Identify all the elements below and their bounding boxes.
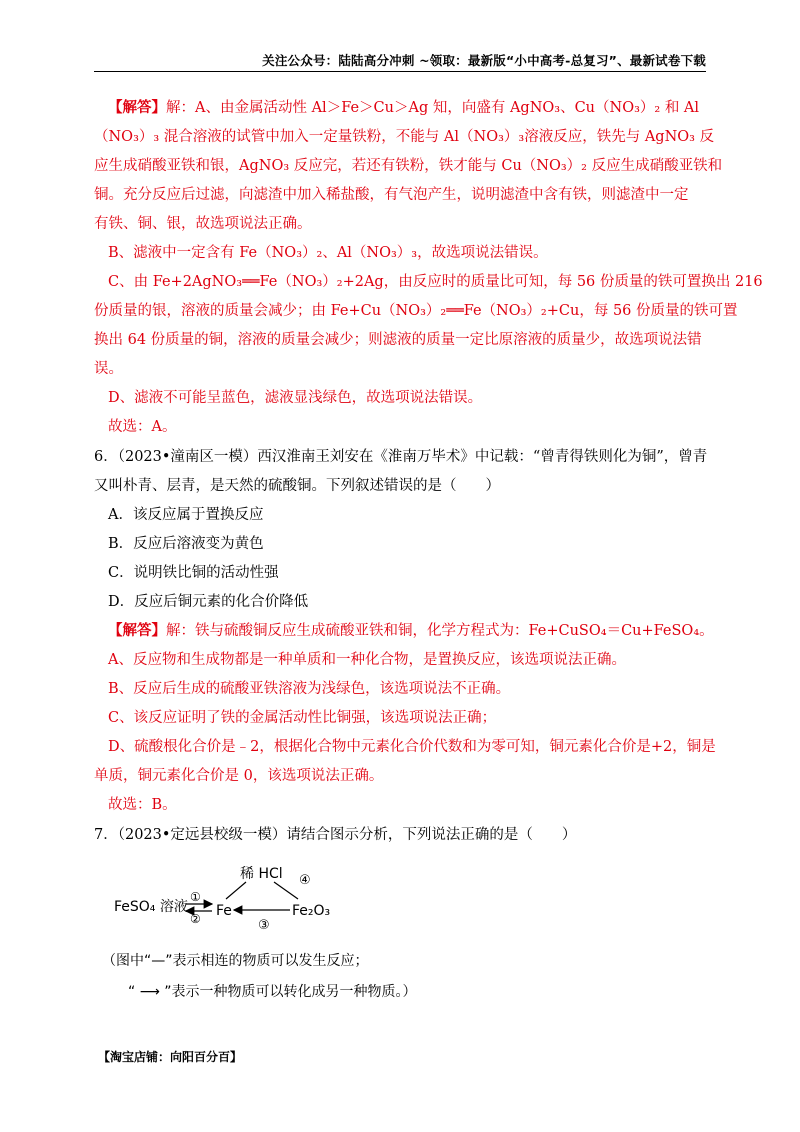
label-n4: ④ xyxy=(299,873,311,888)
label-feso4: FeSO₄ 溶液 xyxy=(114,899,188,915)
q5-answer-line: 有铁、铜、银，故选项说法正确。 xyxy=(94,216,312,232)
q6-option-c: C．说明铁比铜的活动性强 xyxy=(108,565,279,581)
q5-option-c-explanation: 换出 64 份质量的铜，溶液的质量会减少；则滤液的质量一定比原溶液的质量少，故选项说法错 xyxy=(94,332,702,348)
reaction-diagram-svg xyxy=(94,853,514,1013)
q6-answer-intro xyxy=(94,620,714,642)
q6-answer-d: D、硫酸根化合价是﹣2，根据化合物中元素化合价代数和为零可知，铜元素化合价是+2，铜是 xyxy=(108,739,716,755)
q6-option-a: A．该反应属于置换反应 xyxy=(108,507,264,523)
q7-stem: 7．（2023•定远县校级一模）请结合图示分析，下列说法正确的是（ ） xyxy=(94,827,577,843)
q6-answer xyxy=(94,620,716,816)
q5-option-c-explanation: C、由 Fe+2AgNO₃══Fe（NO₃）₂+2Ag，由反应时的质量比可知，每 56 份质量的铁可置换出 216 xyxy=(108,274,763,290)
q6-stem: 6．（2023•潼南区一模）西汉淮南王刘安在《淮南万毕术》中记载：“曾青得铁则化为铜”，曾青 xyxy=(94,449,708,465)
header-divider xyxy=(94,71,706,72)
q6-answer-c: C、该反应证明了铁的金属活动性比铜强，该选项说法正确； xyxy=(108,710,497,726)
q6-answer-d: 单质，铜元素化合价是 0，该选项说法正确。 xyxy=(94,768,384,784)
question-6 xyxy=(94,446,706,613)
q6-answer-b: B、反应后生成的硫酸亚铁溶液为浅绿色，该选项说法不正确。 xyxy=(108,681,511,697)
answer-text: 解：A、由金属活动性 Al＞Fe＞Cu＞Ag 知，向盛有 AgNO₃、Cu（NO₃）₂ 和 Al xyxy=(166,100,700,116)
q5-option-c-explanation: 误。 xyxy=(94,361,123,377)
answer-tag: 【解答】 xyxy=(108,99,166,116)
q6-answer-a: A、反应物和生成物都是一种单质和一种化合物，是置换反应，该选项说法正确。 xyxy=(108,652,626,668)
q5-answer-line: 铜。充分反应后过滤，向滤渣中加入稀盐酸，有气泡产生，说明滤渣中含有铁，则滤渣中一定 xyxy=(94,187,689,203)
link-hcl-fe2o3 xyxy=(274,882,298,899)
q5-choice: 故选：A。 xyxy=(108,419,177,435)
question-7 xyxy=(94,824,706,1013)
q5-option-b-explanation: B、滤液中一定含有 Fe（NO₃）₂、Al（NO₃）₃，故选项说法错误。 xyxy=(108,245,548,261)
q5-answer-line xyxy=(94,97,706,119)
q6-stem: 又叫朴青、层青，是天然的硫酸铜。下列叙述错误的是（ ） xyxy=(94,478,500,494)
label-fe: Fe xyxy=(216,903,232,919)
page-footer: 【淘宝店铺：向阳百分百】 xyxy=(98,1050,243,1064)
label-hcl: 稀 HCl xyxy=(240,866,283,882)
legend-line-2: “ ⟶ ”表示一种物质可以转化成另一种物质。） xyxy=(128,984,417,1000)
reaction-diagram xyxy=(94,853,706,1013)
label-n3: ③ xyxy=(258,918,270,933)
document-body xyxy=(94,97,763,1013)
page-header: 关注公众号：陆陆高分冲刺 ~领取：最新版“小中高考-总复习”、最新试卷下载 xyxy=(262,53,706,68)
label-fe2o3: Fe₂O₃ xyxy=(292,903,331,919)
q6-choice: 故选：B。 xyxy=(108,797,177,813)
q6-option-d: D．反应后铜元素的化合价降低 xyxy=(108,594,309,610)
q5-answer-line: （NO₃）₃ 混合溶液的试管中加入一定量铁粉，不能与 Al（NO₃）₃溶液反应，铁先与 AgNO₃ 反 xyxy=(94,129,715,145)
label-n2: ② xyxy=(190,912,201,926)
q5-option-c-explanation: 份质量的银，溶液的质量会减少；由 Fe+Cu（NO₃）₂══Fe（NO₃）₂+Cu，每 56 份质量的铁可置 xyxy=(94,303,738,319)
q6-option-b: B．反应后溶液变为黄色 xyxy=(108,536,264,552)
q5-option-d-explanation: D、滤液不可能呈蓝色，滤液显浅绿色，故选项说法错误。 xyxy=(108,390,483,406)
legend-line-1: （图中“—”表示相连的物质可以发生反应； xyxy=(102,953,369,969)
label-n1: ① xyxy=(190,890,201,904)
q5-answer xyxy=(94,97,763,438)
answer-text: 解：铁与硫酸铜反应生成硫酸亚铁和铜，化学方程式为：Fe+CuSO₄＝Cu+FeSO₄。 xyxy=(166,623,714,639)
q5-answer-line: 应生成硝酸亚铁和银，AgNO₃ 反应完，若还有铁粉，铁才能与 Cu（NO₃）₂ 反应生成硝酸亚铁和 xyxy=(94,158,723,174)
link-hcl-fe xyxy=(226,882,246,899)
answer-tag: 【解答】 xyxy=(108,622,166,639)
